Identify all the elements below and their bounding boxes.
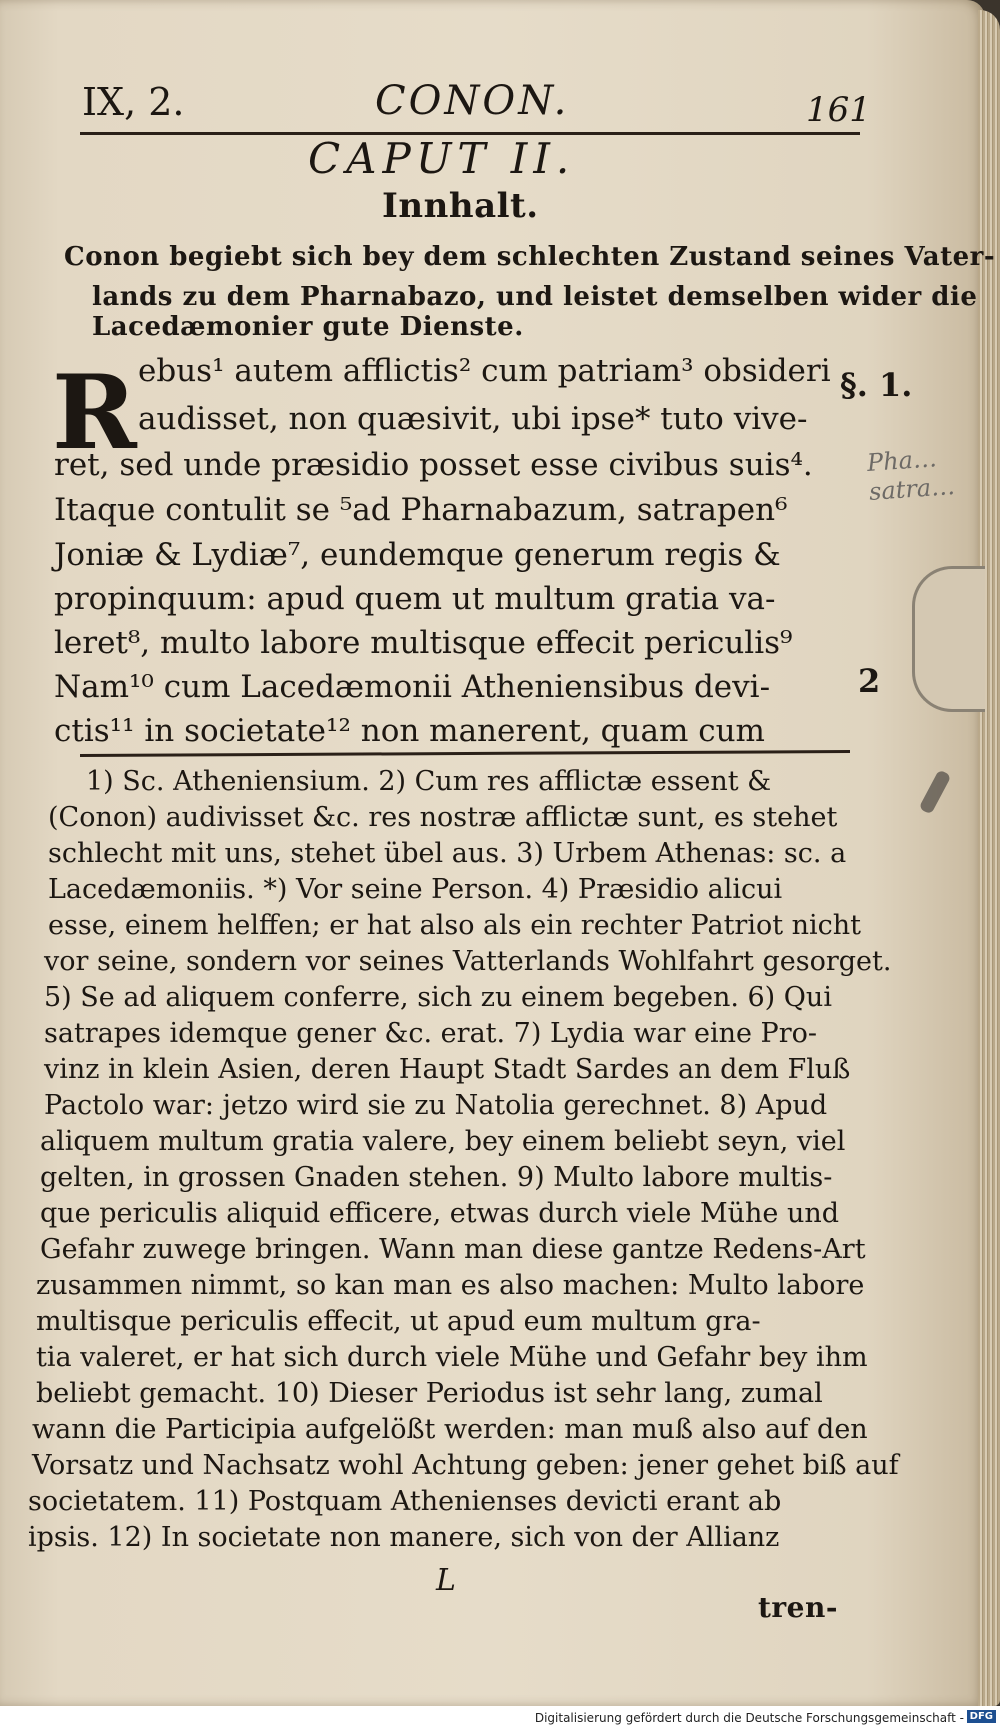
footnote-line: Vorsatz und Nachsatz wohl Achtung geben: jener gehet biß auf bbox=[32, 1450, 899, 1481]
pencil-margin-note: Pha… satra… bbox=[866, 444, 956, 506]
page-number: 161 bbox=[806, 90, 871, 130]
footnote-line: multisque periculis effecit, ut apud eum multum gra- bbox=[36, 1306, 761, 1337]
summary-line: Conon begiebt sich bey dem schlechten Zustand seines Vater- bbox=[64, 242, 996, 272]
bookmark-tab bbox=[912, 566, 985, 712]
chapter-heading: CAPUT II. bbox=[308, 134, 576, 183]
footnote-line: tia valeret, er hat sich durch viele Mühe und Gefahr bey ihm bbox=[36, 1342, 868, 1373]
main-text-line: ebus¹ autem afflictis² cum patriam³ obsideri bbox=[138, 353, 831, 389]
main-text-line: Nam¹⁰ cum Lacedæmonii Atheniensibus devi- bbox=[54, 669, 771, 705]
footnote-line: vor seine, sondern vor seines Vatterlands Wohlfahrt gesorget. bbox=[44, 946, 892, 977]
dfg-logo: DFG bbox=[967, 1710, 996, 1723]
footer-text: Digitalisierung gefördert durch die Deutsche Forschungsgemeinschaft - bbox=[534, 1711, 964, 1725]
footnote-line: beliebt gemacht. 10) Dieser Periodus ist sehr lang, zumal bbox=[36, 1378, 823, 1409]
signature-mark: L bbox=[436, 1563, 456, 1598]
footnote-line: schlecht mit uns, stehet übel aus. 3) Urbem Athenas: sc. a bbox=[48, 838, 847, 869]
section-mark: 2 bbox=[858, 662, 881, 700]
footnote-line: wann die Participia aufgelößt werden: man muß also auf den bbox=[32, 1414, 868, 1445]
footnote-line: Lacedæmoniis. *) Vor seine Person. 4) Præsidio alicui bbox=[48, 874, 783, 905]
drop-cap: R bbox=[52, 353, 137, 473]
footnote-line: 1) Sc. Atheniensium. 2) Cum res afflictæ essent & bbox=[86, 766, 772, 797]
section-mark: §. 1. bbox=[840, 366, 913, 404]
footnote-line: Gefahr zuwege bringen. Wann man diese gantze Redens-Art bbox=[40, 1234, 866, 1265]
footnote-line: 5) Se ad aliquem conferre, sich zu einem begeben. 6) Qui bbox=[44, 982, 832, 1013]
main-text-line: leret⁸, multo labore multisque effecit periculis⁹ bbox=[54, 625, 793, 661]
main-text-line: audisset, non quæsivit, ubi ipse* tuto vive- bbox=[138, 401, 808, 437]
summary-line: lands zu dem Pharnabazo, und leistet demselben wider die bbox=[92, 282, 978, 312]
footnote-line: esse, einem helffen; er hat also als ein rechter Patriot nicht bbox=[48, 910, 862, 941]
main-text-line: Itaque contulit se ⁵ad Pharnabazum, satrapen⁶ bbox=[54, 492, 788, 528]
footnote-line: zusammen nimmt, so kan man es also machen: Multo labore bbox=[36, 1270, 865, 1301]
footnote-line: (Conon) audivisset &c. res nostræ afflictæ sunt, es stehet bbox=[48, 802, 838, 833]
footnote-line: vinz in klein Asien, deren Haupt Stadt Sardes an dem Fluß bbox=[44, 1054, 851, 1085]
main-text-line: ctis¹¹ in societate¹² non manerent, quam cum bbox=[54, 713, 765, 749]
digitization-footer bbox=[0, 1706, 1000, 1729]
footnote-line: satrapes idemque gener &c. erat. 7) Lydia war eine Pro- bbox=[44, 1018, 817, 1049]
header-title: CONON. bbox=[375, 78, 570, 124]
footnote-line: ipsis. 12) In societate non manere, sich von der Allianz bbox=[28, 1522, 780, 1553]
main-text-line: propinquum: apud quem ut multum gratia va- bbox=[54, 581, 776, 617]
footnote-line: que periculis aliquid efficere, etwas durch viele Mühe und bbox=[40, 1198, 840, 1229]
header-chapter-number: IX, 2. bbox=[82, 80, 185, 124]
footnote-line: aliquem multum gratia valere, bey einem beliebt seyn, viel bbox=[40, 1126, 846, 1157]
footnote-line: Pactolo war: jetzo wird sie zu Natolia gerechnet. 8) Apud bbox=[44, 1090, 828, 1121]
footnote-line: gelten, in grossen Gnaden stehen. 9) Multo labore multis- bbox=[40, 1162, 833, 1193]
main-text-line: ret, sed unde præsidio posset esse civibus suis⁴. bbox=[54, 447, 813, 483]
summary-heading: Innhalt. bbox=[382, 186, 539, 226]
summary-line: Lacedæmonier gute Dienste. bbox=[92, 312, 524, 342]
main-text-line: Joniæ & Lydiæ⁷, eundemque generum regis & bbox=[54, 537, 781, 573]
catchword: tren- bbox=[758, 1591, 838, 1624]
footnote-line: societatem. 11) Postquam Athenienses devicti erant ab bbox=[28, 1486, 782, 1517]
